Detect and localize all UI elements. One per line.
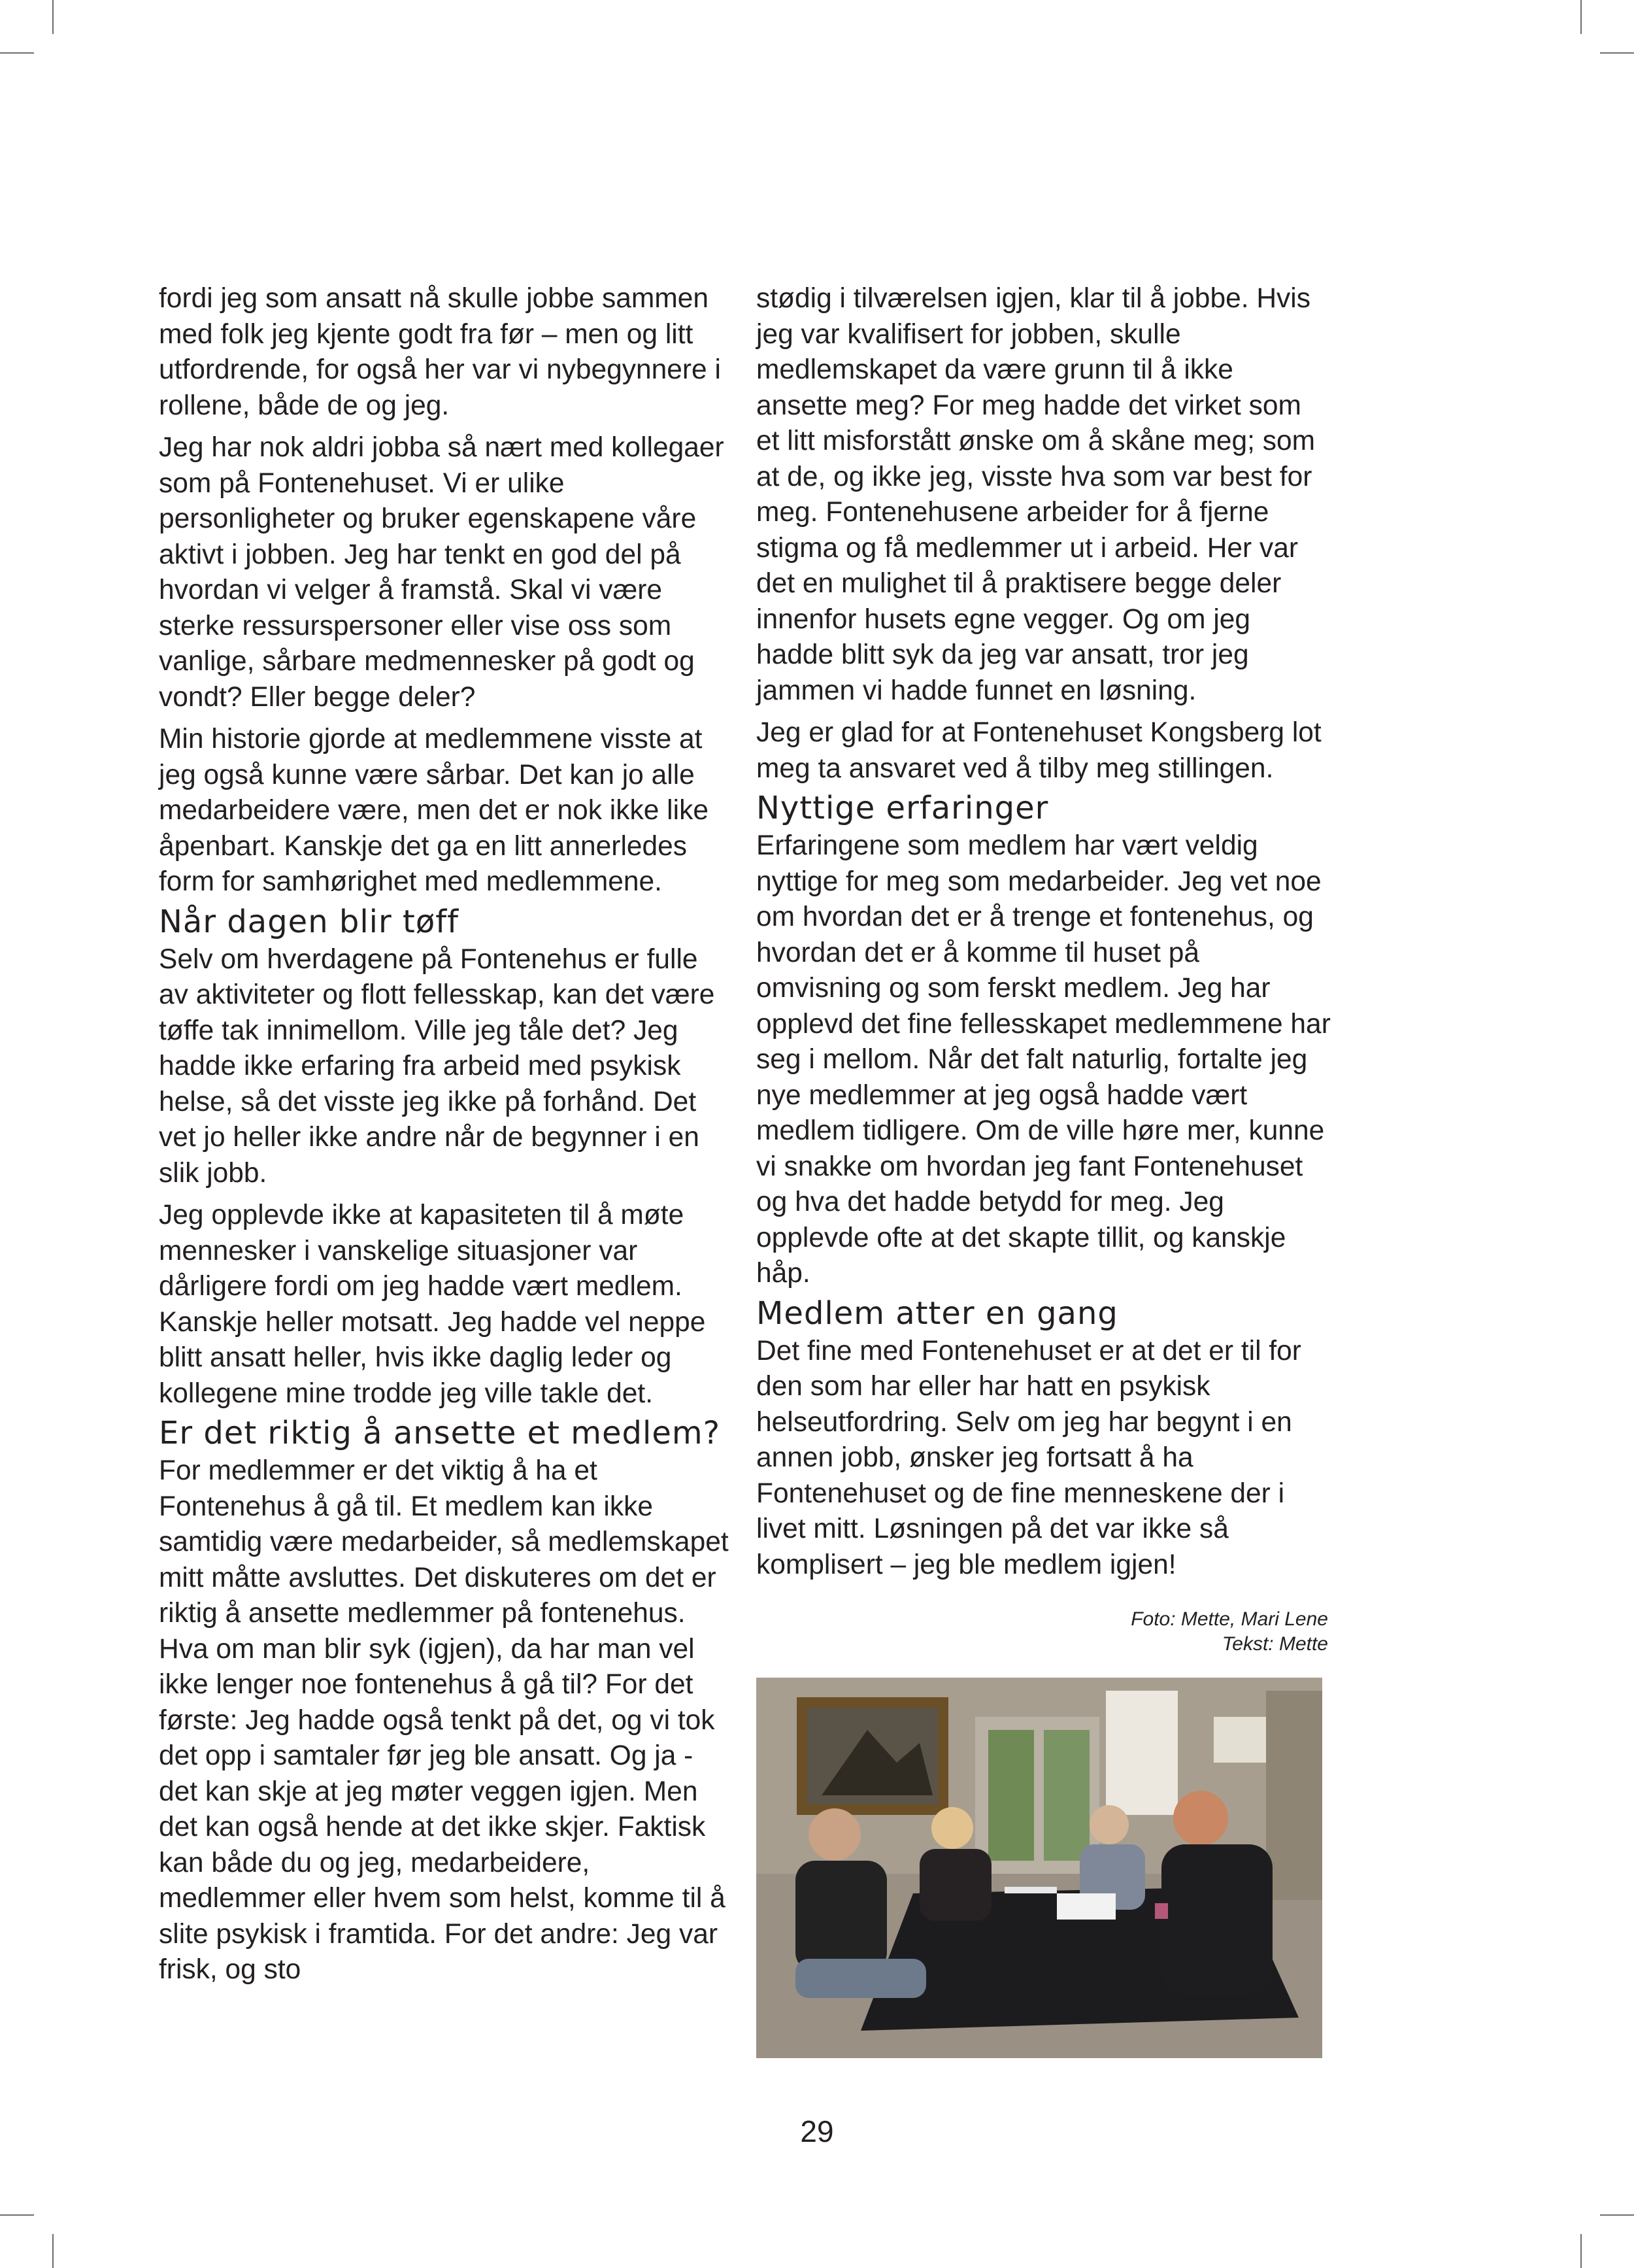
body-paragraph: Jeg er glad for at Fontenehuset Kongsberg lot meg ta ansvaret ved å tilby meg stillingen.: [756, 717, 1322, 784]
section-heading: Medlem atter en gang: [756, 1295, 1118, 1332]
photo-credit: [1131, 1607, 1328, 1657]
crop-mark: [52, 2234, 54, 2268]
body-paragraph: Erfaringene som medlem har vært veldig nyttige for meg som medarbeider. Jeg vet noe om hvordan det er å trenge et fontenehus, og hvordan det er å komme til huset på omvisning og som ferskt medlem. Jeg har opplevd det fine fellesskapet medlemmene har seg i mellom. Når det falt naturlig, fortalte jeg nye medlemmer at jeg også hadde vært medlem tidligere. Om de ville høre mer, kunne vi snakke om hvordan jeg fant Fontenehuset og hva det hadde betydd for meg. Jeg opplevde ofte at det skapte tillit, og kanskje håp.: [756, 830, 1331, 1289]
crop-mark: [1600, 52, 1634, 54]
credit-photo: Foto: Mette, Mari Lene: [1131, 1608, 1328, 1630]
body-paragraph: Min historie gjorde at medlemmene visste at jeg også kunne være sårbar. Det kan jo alle medarbeidere være, men det er nok ikke like åpenbart. Kanskje det ga en litt annerledes form for samhørighet med medlemmene.: [159, 724, 709, 897]
group-photo-illustration: [756, 1678, 1322, 2058]
body-paragraph: Jeg opplevde ikke at kapasiteten til å møte mennesker i vanskelige situasjoner var dårligere fordi om jeg hadde vært medlem. Kanskje heller motsatt. Jeg hadde vel neppe blitt ansatt heller, hvis ikke daglig leder og kollegene mine trodde jeg ville takle det.: [159, 1200, 706, 1409]
crop-mark: [0, 2214, 34, 2216]
left-column: [159, 281, 734, 1995]
right-column: [756, 281, 1331, 1589]
body-paragraph: stødig i tilværelsen igjen, klar til å jobbe. Hvis jeg var kvalifisert for jobben, skulle medlemskapet da være grunn til å ikke ansette meg? For meg hadde det virket som et litt misforstått ønske om å skåne meg; som at de, og ikke jeg, visste hva som var best for meg. Fontenehusene arbeider for å fjerne stigma og få medlemmer ut i arbeid. Her var det en mulighet til å praktisere begge deler innenfor husets egne vegger. Og om jeg hadde blitt syk da jeg var ansatt, tror jeg jammen vi hadde funnet en løsning.: [756, 283, 1316, 706]
group-photo: [756, 1678, 1322, 2058]
crop-mark: [1580, 0, 1582, 34]
body-paragraph: Jeg har nok aldri jobba så nært med kollegaer som på Fontenehuset. Vi er ulike personligheter og bruker egenskapene våre aktivt i jobben. Jeg har tenkt en god del på hvordan vi velger å framstå. Skal vi være sterke ressurspersoner eller vise oss som vanlige, sårbare medmennesker på godt og vondt? Eller begge deler?: [159, 432, 724, 713]
body-paragraph: For medlemmer er det viktig å ha et Fontenehus å gå til. Et medlem kan ikke samtidig være medarbeider, så medlemskapet mitt måtte avsluttes. Det diskuteres om det er riktig å ansette medlemmer på fontenehus. Hva om man blir syk (igjen), da har man vel ikke lenger noe fontenehus å gå til? For det første: Jeg hadde også tenkt på det, og vi tok det opp i samtaler før jeg ble ansatt. Og ja - det kan skje at jeg møter veggen igjen. Men det kan også hende at det ikke skjer. Faktisk kan både du og jeg, medarbeidere, medlemmer eller hvem som helst, komme til å slite psykisk i framtida. For det andre: Jeg var frisk, og sto: [159, 1455, 729, 1985]
crop-mark: [0, 52, 34, 54]
crop-mark: [1580, 2234, 1582, 2268]
body-paragraph: Selv om hverdagene på Fontenehus er fulle av aktiviteter og flott fellesskap, kan det være tøffe tak innimellom. Ville jeg tåle det? Jeg hadde ikke erfaring fra arbeid med psykisk helse, så det visste jeg ikke på forhånd. Det vet jo heller ikke andre når de begynner i en slik jobb.: [159, 943, 715, 1189]
page-number: 29: [800, 2114, 834, 2148]
body-paragraph: fordi jeg som ansatt nå skulle jobbe sammen med folk jeg kjente godt fra før – men og litt utfordrende, for også her var vi nybegynnere i rollene, både de og jeg.: [159, 283, 721, 421]
section-heading: Når dagen blir tøff: [159, 903, 459, 940]
crop-mark: [1600, 2214, 1634, 2216]
credit-text: Tekst: Mette: [1222, 1633, 1328, 1655]
crop-mark: [52, 0, 54, 34]
section-heading: Nyttige erfaringer: [756, 790, 1049, 826]
body-paragraph: Det fine med Fontenehuset er at det er til for den som har eller har hatt en psykisk helseutfordring. Selv om jeg har begynt i en annen jobb, ønsker jeg fortsatt å ha Fontenehuset og de fine menneskene der i livet mitt. Løsningen på det var ikke så komplisert – jeg ble medlem igjen!: [756, 1335, 1301, 1580]
section-heading: Er det riktig å ansette et medlem?: [159, 1415, 721, 1451]
